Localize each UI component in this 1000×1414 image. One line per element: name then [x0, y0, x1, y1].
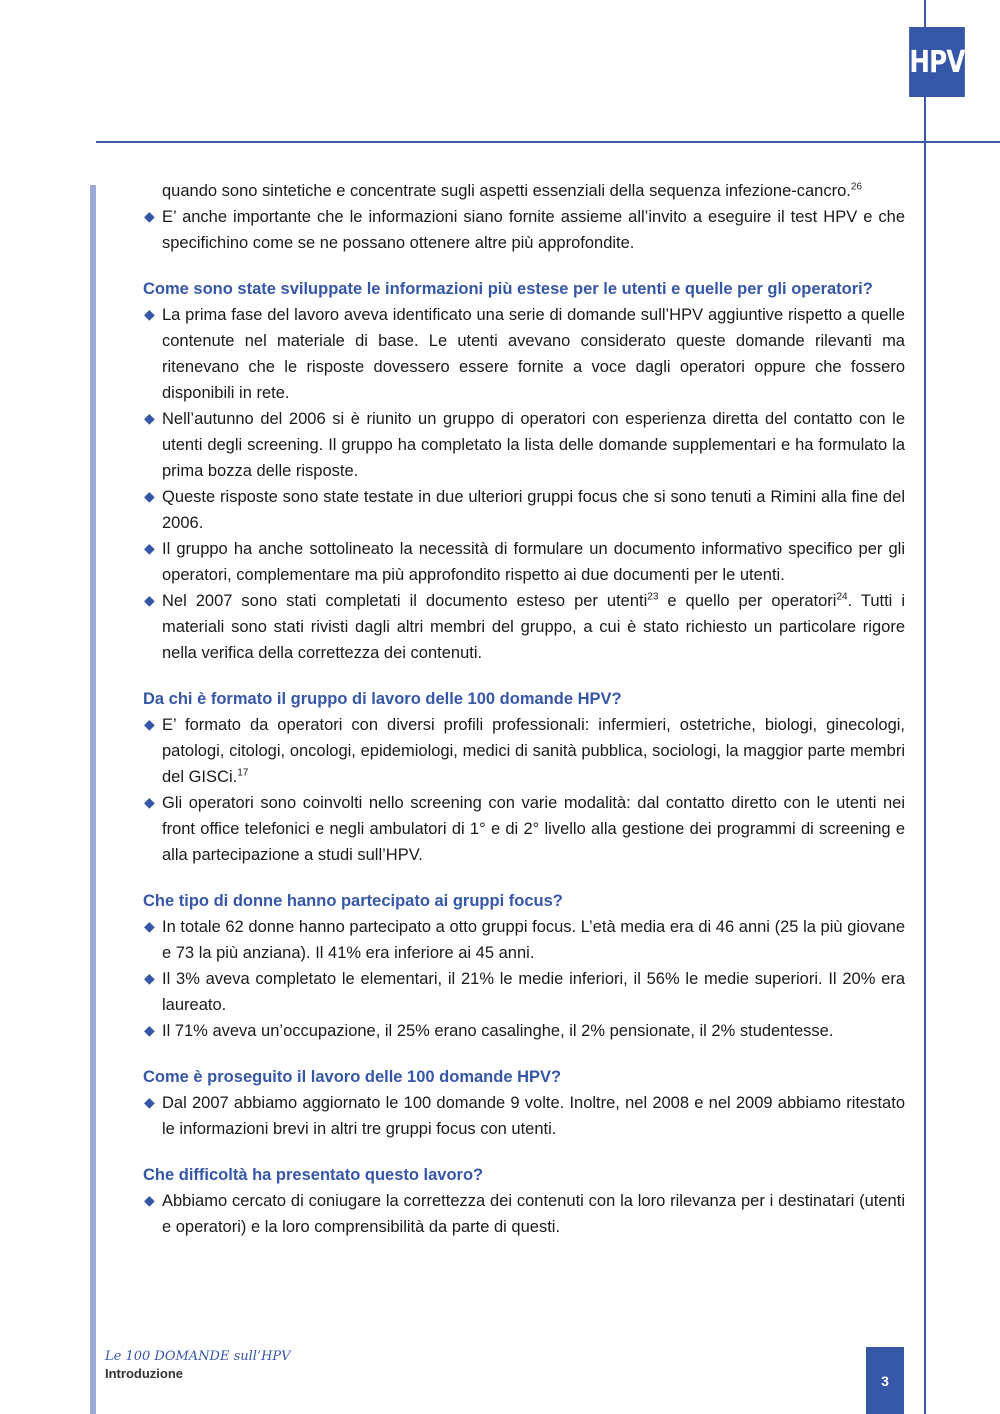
diamond-bullet-icon: ◆	[144, 1095, 155, 1111]
section-focus-groups	[143, 888, 905, 1044]
hpv-logo	[909, 27, 965, 97]
diamond-bullet-icon: ◆	[144, 307, 155, 323]
list-item: ◆ Nel 2007 sono stati completati il documento esteso per utenti$^{23}$ e quello per operatori$^{24}$. Tutti i materiali sono stati rivisti dagli altri membri del gruppo, a cui è stato richiesto un particolare rigore nella verifica della correttezza dei contenuti.	[143, 588, 905, 666]
diamond-bullet-icon: ◆	[144, 795, 155, 811]
diamond-bullet-icon: ◆	[144, 411, 155, 427]
section-heading: Da chi è formato il gruppo di lavoro delle 100 domande HPV?	[143, 690, 622, 708]
list-item: ◆ Il gruppo ha anche sottolineato la necessità di formulare un documento informativo specifico per gli operatori, complementare ma più approfondito rispetto ai due documenti per le utenti.	[143, 536, 905, 588]
header-vertical-rule	[924, 0, 926, 1414]
section-heading: Che difficoltà ha presentato questo lavoro?	[143, 1166, 484, 1184]
section-heading: Come sono state sviluppate le informazioni più estese per le utenti e quelle per gli operatori?	[143, 280, 873, 298]
diamond-bullet-icon: ◆	[144, 919, 155, 935]
diamond-bullet-icon: ◆	[144, 1193, 155, 1209]
diamond-bullet-icon: ◆	[144, 541, 155, 557]
logo-text: HPV	[909, 44, 965, 80]
page-number-box	[866, 1347, 904, 1414]
sidebar-accent-bar	[90, 185, 96, 1414]
section-heading: Come è proseguito il lavoro delle 100 domande HPV?	[143, 1068, 562, 1086]
footnote-ref: 17	[237, 767, 249, 779]
footer-section-name: Introduzione	[105, 1366, 183, 1381]
page-content	[143, 178, 905, 1240]
list-item: ◆ Queste risposte sono state testate in due ulteriori gruppi focus che si sono tenuti a Rimini alla fine del 2006.	[143, 484, 905, 536]
header-horizontal-rule	[96, 141, 1000, 143]
footer-publication-title: Le 100 DOMANDE sull’HPV	[105, 1349, 291, 1364]
diamond-bullet-icon: ◆	[144, 593, 155, 609]
list-item: ◆ Gli operatori sono coinvolti nello screening con varie modalità: dal contatto diretto con le utenti nei front office telefonici e negli ambulatori di 1° e di 2° livello alla gestione dei programmi di screening e alla partecipazione a studi sull’HPV.	[143, 790, 905, 868]
footnote-ref: 23	[647, 591, 659, 603]
list-item: ◆ La prima fase del lavoro aveva identificato una serie di domande sull’HPV aggiuntive rispetto a quelle contenute nel materiale di base. Le utenti avevano considerato queste domande rilevanti ma ritenevano che le risposte dovessero essere fornite a voce dagli operatori oppure che fossero disponibili in rete.	[143, 302, 905, 406]
list-item: ◆ E’ formato da operatori con diversi profili professionali: infermieri, ostetriche, biologi, ginecologi, patologi, citologi, oncologi, epidemiologi, medici di sanità pubblica, sociologi, la maggior parte membri del GISCi.$^{17}$	[143, 712, 905, 790]
section-group-members	[143, 686, 905, 868]
diamond-bullet-icon: ◆	[144, 489, 155, 505]
diamond-bullet-icon: ◆	[144, 717, 155, 733]
list-item: ◆ Nell’autunno del 2006 si è riunito un gruppo di operatori con esperienza diretta del contatto con le utenti degli screening. Il gruppo ha completato la lista delle domande supplementari e ha formulato la prima bozza delle risposte.	[143, 406, 905, 484]
list-item: ◆ E’ anche importante che le informazioni siano fornite assieme all’invito a eseguire il test HPV e che specifichino come se ne possano ottenere altre più approfondite.	[143, 204, 905, 256]
diamond-bullet-icon: ◆	[144, 971, 155, 987]
section-difficulties	[143, 1162, 905, 1240]
list-item: ◆ Dal 2007 abbiamo aggiornato le 100 domande 9 volte. Inoltre, nel 2008 e nel 2009 abbiamo ritestato le informazioni brevi in altri tre gruppi focus con utenti.	[143, 1090, 905, 1142]
list-item: ◆ In totale 62 donne hanno partecipato a otto gruppi focus. L’età media era di 46 anni (25 la più giovane e 73 la più anziana). Il 41% era inferiore ai 45 anni.	[143, 914, 905, 966]
list-item: ◆ Il 71% aveva un’occupazione, il 25% erano casalinghe, il 2% pensionate, il 2% studentesse.	[143, 1018, 905, 1044]
list-item: ◆ Il 3% aveva completato le elementari, il 21% le medie inferiori, il 56% le medie superiori. Il 20% era laureato.	[143, 966, 905, 1018]
footnote-ref: 24	[836, 591, 848, 603]
page-number: 3	[881, 1372, 889, 1389]
diamond-bullet-icon: ◆	[144, 1023, 155, 1039]
list-item: ◆ Abbiamo cercato di coniugare la correttezza dei contenuti con la loro rilevanza per i destinatari (utenti e operatori) e la loro comprensibilità da parte di questi.	[143, 1188, 905, 1240]
diamond-bullet-icon: ◆	[144, 209, 155, 225]
section-heading: Che tipo di donne hanno partecipato ai gruppi focus?	[143, 892, 563, 910]
section-development	[143, 276, 905, 666]
section-progress	[143, 1064, 905, 1142]
continuation-paragraph: quando sono sintetiche e concentrate sugli aspetti essenziali della sequenza infezione-cancro.$^{26}$	[162, 181, 862, 200]
footnote-ref: 26	[850, 181, 862, 193]
